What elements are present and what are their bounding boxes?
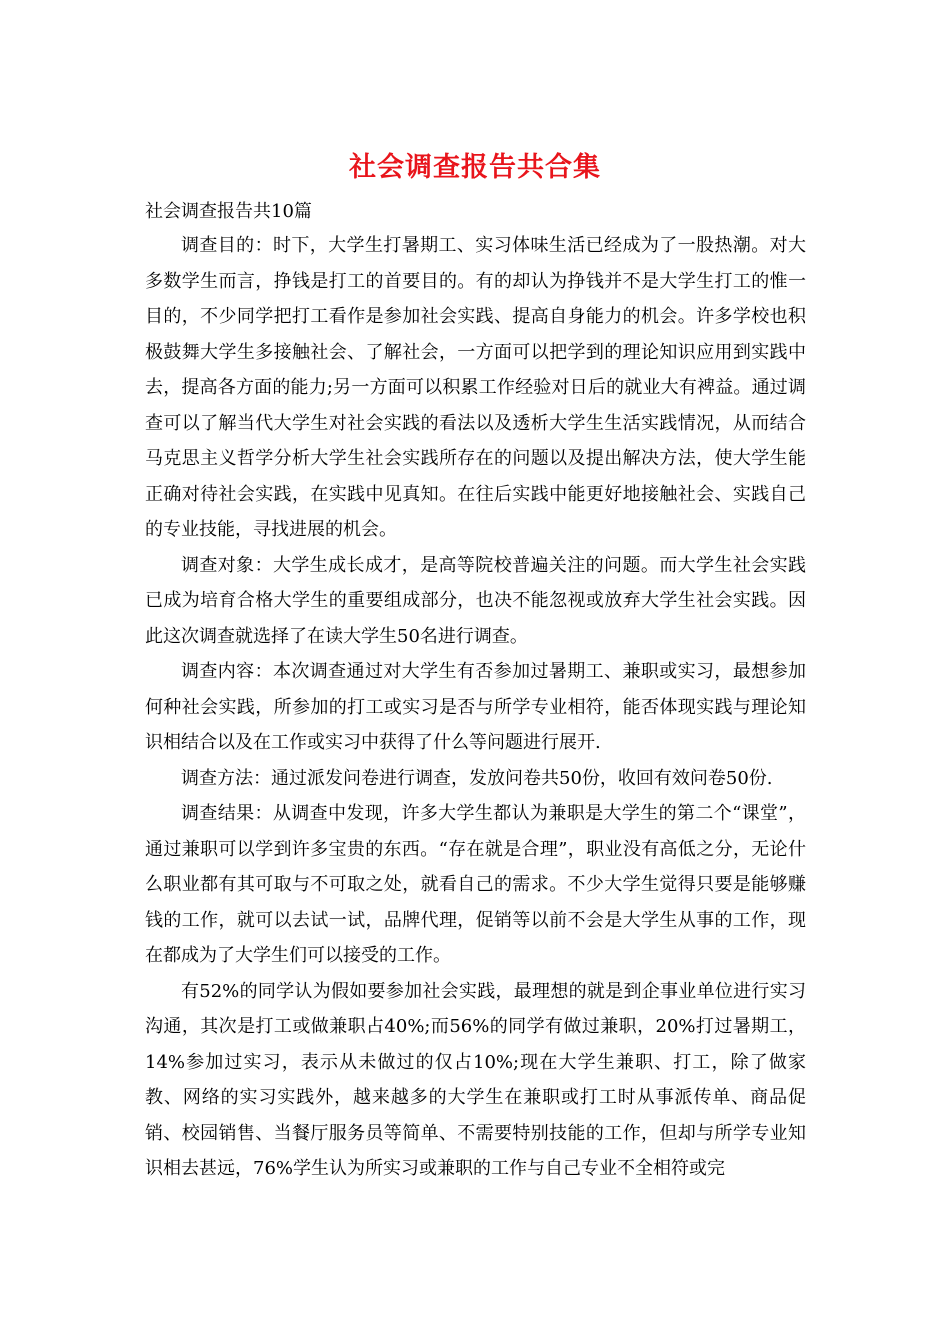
paragraph-statistics: 有52%的同学认为假如要参加社会实践，最理想的就是到企事业单位进行实习沟通，其次是打工或做兼职占40%;而56%的同学有做过兼职，20%打过暑期工，14%参加过实习，表示从未做过的仅占10%;现在大学生兼职、打工，除了做家教、网络的实习实践外，越来越多的大学生在兼职或打工时从事派传单、商品促销、校园销售、当餐厅服务员等简单、不需要特别技能的工作，但却与所学专业知识相去甚远，76%学生认为所实习或兼职的工作与自己专业不全相符或完	[145, 980, 806, 1179]
document-subtitle: 社会调查报告共10篇	[145, 201, 312, 222]
paragraph-purpose: 调查目的：时下，大学生打暑期工、实习体味生活已经成为了一股热潮。对大多数学生而言，挣钱是打工的首要目的。有的却认为挣钱并不是大学生打工的惟一目的，不少同学把打工看作是参加社会实践、提高自身能力的机会。许多学校也积极鼓舞大学生多接触社会、了解社会，一方面可以把学到的理论知识应用到实践中去，提高各方面的能力;另一方面可以积累工作经验对日后的就业大有裨益。通过调查可以了解当代大学生对社会实践的看法以及透析大学生生活实践情况，从而结合马克思主义哲学分析大学生社会实践所存在的问题以及提出解决方法，使大学生能正确对待社会实践，在实践中见真知。在往后实践中能更好地接触社会、实践自己的专业技能，寻找进展的机会。	[145, 235, 806, 540]
paragraph-subjects: 调查对象：大学生成长成才，是高等院校普遍关注的问题。而大学生社会实践已成为培育合格大学生的重要组成部分，也决不能忽视或放弃大学生社会实践。因此这次调查就选择了在读大学生50名进行调查。	[145, 554, 806, 647]
paragraph-method: 调查方法：通过派发问卷进行调查，发放问卷共50份，收回有效问卷50份.	[181, 767, 773, 789]
document-body	[145, 196, 806, 1187]
paragraph-content: 调查内容：本次调查通过对大学生有否参加过暑期工、兼职或实习，最想参加何种社会实践，所参加的打工或实习是否与所学专业相符，能否体现实践与理论知识相结合以及在工作或实习中获得了什么等问题进行展开.	[145, 661, 806, 753]
paragraph-results: 调查结果：从调查中发现，许多大学生都认为兼职是大学生的第二个“课堂”，通过兼职可以学到许多宝贵的东西。“存在就是合理”，职业没有高低之分，无论什么职业都有其可取与不可取之处，就看自己的需求。不少大学生觉得只要是能够赚钱的工作，就可以去试一试，品牌代理，促销等以前不会是大学生从事的工作，现在都成为了大学生们可以接受的工作。	[145, 803, 806, 966]
document-title: 社会调查报告共合集	[349, 152, 601, 183]
